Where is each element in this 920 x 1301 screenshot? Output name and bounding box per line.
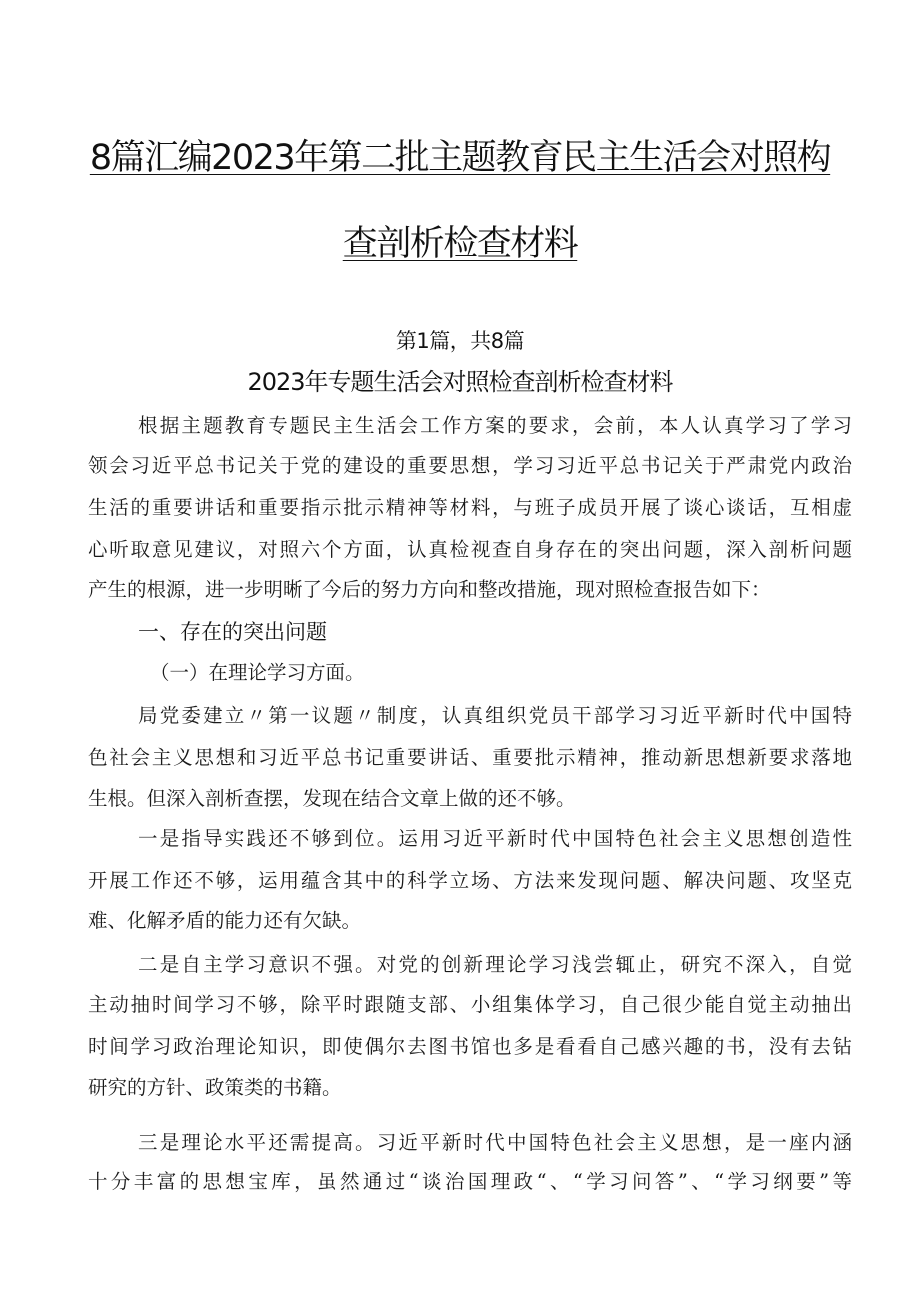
paragraph-line: 生活的重要讲话和重要指示批示精神等材料，与班子成员开展了谈心谈话，互相虚 bbox=[88, 496, 852, 519]
paragraph-line: 三是理论水平还需提高。习近平新时代中国特色社会主义思想，是一座内涵 bbox=[138, 1131, 852, 1154]
paragraph-line: 色社会主义思想和习近平总书记重要讲话、重要批示精神，推动新思想新要求落地 bbox=[88, 746, 852, 769]
part-label: 第1篇，共8篇 bbox=[395, 329, 525, 353]
paragraph-line: 根据主题教育专题民主生活会工作方案的要求，会前，本人认真学习了学习 bbox=[138, 414, 852, 437]
paragraph-line: 开展工作还不够，运用蕴含其中的科学立场、方法来发现问题、解决问题、攻坚克 bbox=[88, 869, 852, 892]
document-title-line-2-text: 查剖析检查材料 bbox=[342, 224, 578, 264]
paragraph-line: 十分丰富的思想宝库，虽然通过“谈治国理政“、“学习问答”、“学习纲要”等 bbox=[88, 1170, 852, 1193]
paragraph-line: 时间学习政治理论知识，即使偶尔去图书馆也多是看看自己感兴趣的书，没有去钻 bbox=[88, 1035, 852, 1058]
section-subtitle: 2023年专题生活会对照检查剖析检查材料 bbox=[247, 368, 673, 396]
paragraph-line: 领会习近平总书记关于党的建设的重要思想，学习习近平总书记关于严肃党内政治 bbox=[88, 454, 852, 477]
paragraph-line: 难、化解矛盾的能力还有欠缺。 bbox=[88, 909, 362, 932]
paragraph-line: 产生的根源，进一步明晰了今后的努力方向和整改措施，现对照检查报告如下： bbox=[88, 578, 771, 601]
document-title-line-1 bbox=[60, 136, 860, 180]
subsection-heading: （一）在理论学习方面。 bbox=[150, 661, 365, 684]
paragraph-line: 主动抽时间学习不够，除平时跟随支部、小组集体学习，自己很少能自觉主动抽出 bbox=[88, 993, 852, 1016]
paragraph-line: 二是自主学习意识不强。对党的创新理论学习浅尝辄止，研究不深入，自觉 bbox=[138, 953, 852, 976]
paragraph-line: 局党委建立〃第一议题〃制度，认真组织党员干部学习习近平新时代中国特 bbox=[138, 704, 852, 727]
paragraph-line: 一是指导实践还不够到位。运用习近平新时代中国特色社会主义思想创造性 bbox=[138, 827, 852, 850]
paragraph-line: 研究的方针、政策类的书籍。 bbox=[88, 1076, 342, 1099]
paragraph-line: 生根。但深入剖析查摆，发现在结合文章上做的还不够。 bbox=[88, 787, 576, 810]
document-title-line-2 bbox=[60, 222, 860, 266]
section-heading: 一、存在的突出问题 bbox=[138, 620, 327, 644]
document-title-line-1-text: 8篇汇编2023年第二批主题教育民主生活会对照构 bbox=[89, 138, 831, 178]
paragraph-line: 心听取意见建议，对照六个方面，认真检视查自身存在的突出问题，深入剖析问题 bbox=[88, 538, 852, 561]
